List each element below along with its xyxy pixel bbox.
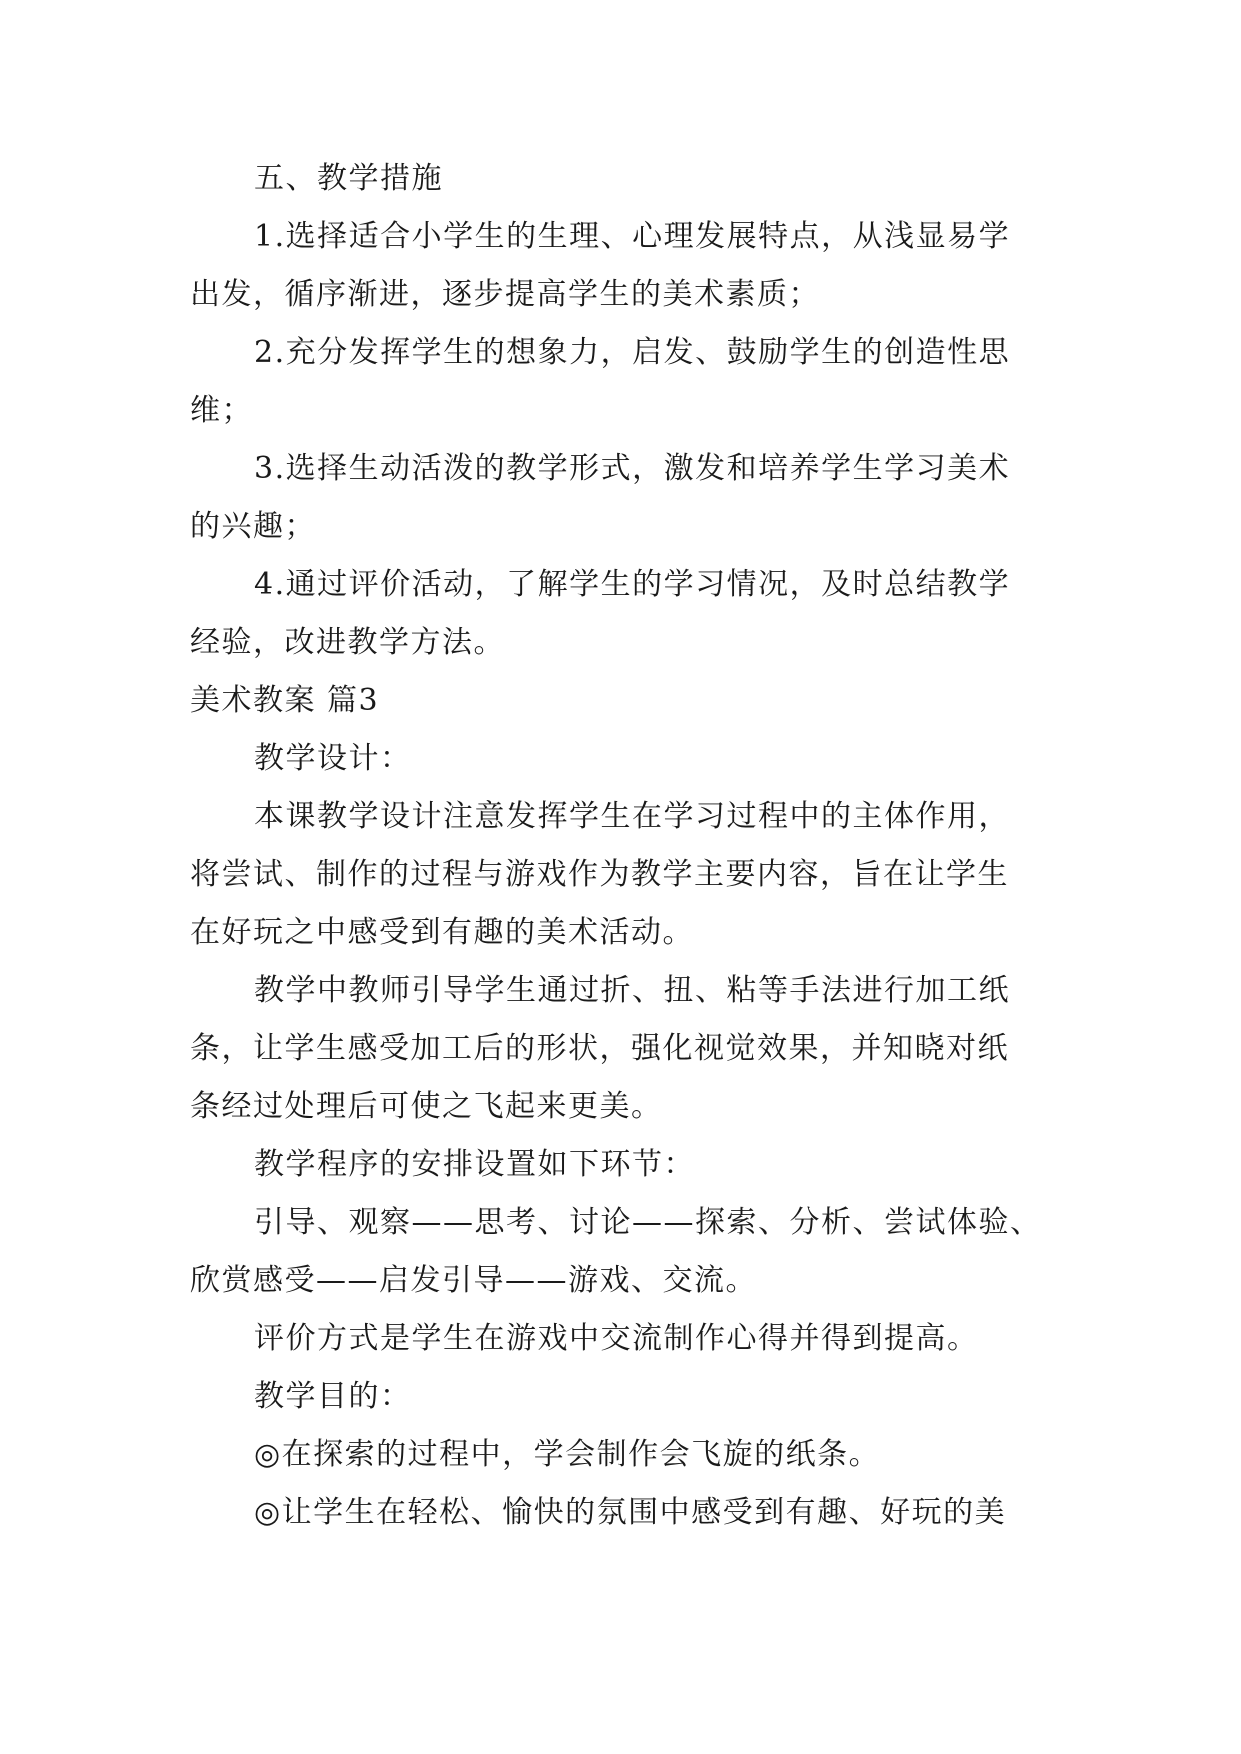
objectives-label: 教学目的： [254,1379,412,1414]
design-paragraph-1-line-3: 在好玩之中感受到有趣的美术活动。 [190,915,694,950]
design-paragraph-2-line-1: 教学中教师引导学生通过折、扭、粘等手法进行加工纸 [254,973,1010,1008]
measure-item-1-line-1: 1.选择适合小学生的生理、心理发展特点，从浅显易学 [254,219,1011,254]
objective-2: ◎让学生在轻松、愉快的氛围中感受到有趣、好玩的美 [254,1495,1007,1530]
design-paragraph-1-line-1: 本课教学设计注意发挥学生在学习过程中的主体作用， [254,799,1010,834]
section-heading: 五、教学措施 [254,161,443,196]
design-paragraph-2-line-3: 条经过处理后可使之飞起来更美。 [190,1089,663,1124]
measure-item-2-line-2: 维； [190,393,253,428]
objective-1: ◎在探索的过程中，学会制作会飞旋的纸条。 [254,1437,881,1472]
measure-item-3-line-2: 的兴趣； [190,509,316,544]
measure-item-4-line-1: 4.通过评价活动，了解学生的学习情况，及时总结教学 [254,567,1011,602]
procedure-label: 教学程序的安排设置如下环节： [254,1147,695,1182]
design-label: 教学设计： [254,741,412,776]
measure-item-1-line-2: 出发，循序渐进，逐步提高学生的美术素质； [190,277,820,312]
measure-item-3-line-1: 3.选择生动活泼的教学形式，激发和培养学生学习美术 [254,451,1011,486]
procedure-steps-line-2: 欣赏感受——启发引导——游戏、交流。 [190,1263,757,1298]
design-paragraph-1-line-2: 将尝试、制作的过程与游戏作为教学主要内容，旨在让学生 [190,857,1009,892]
evaluation-text: 评价方式是学生在游戏中交流制作心得并得到提高。 [254,1321,979,1356]
procedure-steps-line-1: 引导、观察——思考、讨论——探索、分析、尝试体验、 [254,1205,1042,1240]
document-body [190,150,1070,1542]
article-title: 美术教案 篇3 [190,683,380,718]
design-paragraph-2-line-2: 条，让学生感受加工后的形状，强化视觉效果，并知晓对纸 [190,1031,1009,1066]
measure-item-4-line-2: 经验，改进教学方法。 [190,625,505,660]
measure-item-2-line-1: 2.充分发挥学生的想象力，启发、鼓励学生的创造性思 [254,335,1011,370]
